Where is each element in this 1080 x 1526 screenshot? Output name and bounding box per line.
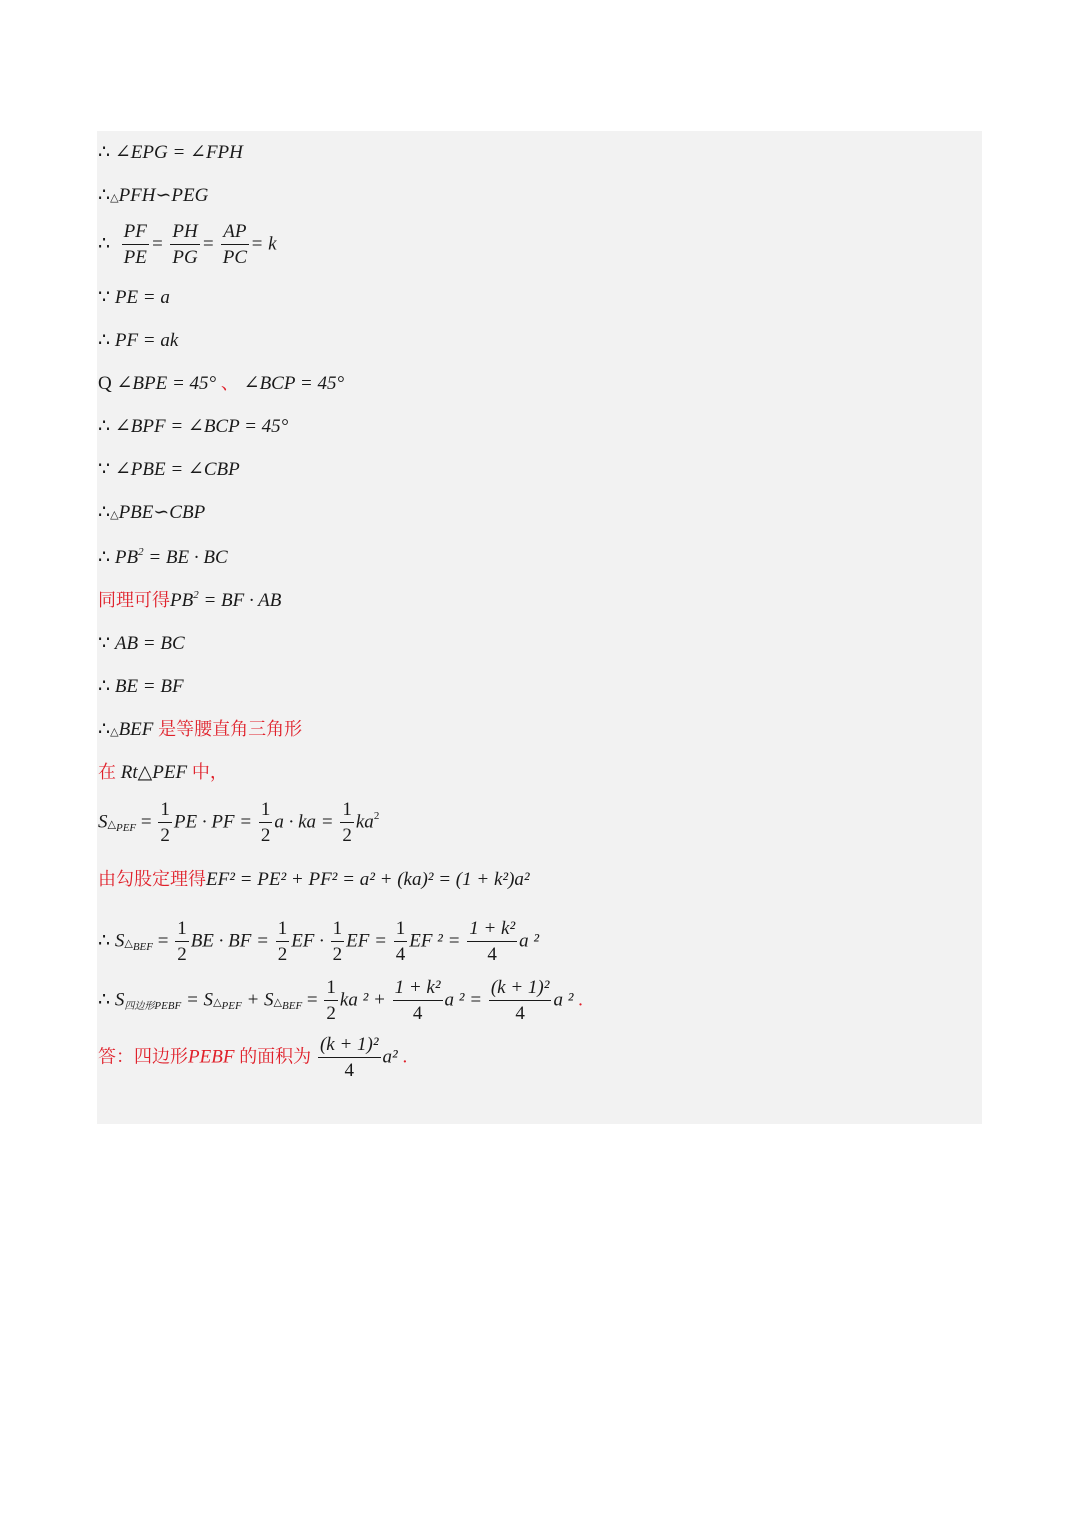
- proof-line-13: ∴ BE = BF: [98, 676, 184, 697]
- proof-line-1: ∴ ∠EPG = ∠FPH: [98, 142, 243, 163]
- proof-line-4: ∵ PE = a: [98, 287, 170, 308]
- fraction-pf-pe: $\frac{PF}{PE}$: [123, 221, 147, 268]
- proof-line-18: ∴ $S\triangle_{BEF}$ = $\frac{1}{2}$ BE · BF = $\frac{1}{2}$ EF · $\frac{1}{2}$ EF = $\frac{1}{4}$ EF ² = $\frac{\text{1 + k²}}{4}$ a ²: [98, 918, 540, 965]
- fraction-quarter: $\frac{1}{4}$: [395, 918, 406, 965]
- proof-line-16: $S\triangle_{PEF}$ = $\frac{1}{2}$ PE · PF = $\frac{1}{2}$ a · ka = $\frac{1}{2}$ $ka^2$: [98, 799, 380, 846]
- fraction-one-plus-k2-over-4: $\frac{\text{1 + k²}}{4}$: [469, 918, 516, 965]
- proof-line-8: ∵ ∠PBE = ∠CBP: [98, 459, 240, 480]
- proof-line-17: 由勾股定理得EF² = PE² + PF² = a² + (ka)² = (1 + k²)a²: [98, 869, 530, 890]
- proof-line-11: 同理可得$PB^2$ = BF · AB: [98, 589, 282, 611]
- proof-line-5: ∴ PF = ak: [98, 330, 179, 351]
- proof-line-10: ∴ $PB^2$ = BE · BC: [98, 546, 228, 568]
- fraction-half: $\frac{1}{2}$: [342, 799, 352, 846]
- proof-line-2: ∴△PFH∽PEG: [98, 185, 209, 206]
- proof-line-15: 在 Rt△PEF 中，: [98, 762, 228, 783]
- proof-line-7: ∴ ∠BPF = ∠BCP = 45°: [98, 416, 289, 437]
- fraction-half: $\frac{1}{2}$: [260, 799, 271, 846]
- fraction-ap-pc: $\frac{AP}{PC}$: [222, 221, 248, 268]
- proof-line-9: ∴△PBE∽CBP: [98, 502, 206, 523]
- proof-line-12: ∵ AB = BC: [98, 633, 185, 654]
- proof-line-19: ∴ $S_{四边形PEBF}$ = $S\triangle_{PEF}$ + $S\triangle_{BEF}$ = $\frac{1}{2}$ ka ² + $\frac{\text{1 + k²}}{4}$ a ² = $\frac{\text{(k + 1)²}}{4}$ a ² .: [98, 977, 583, 1024]
- answer-line: 答：四边形PEBF 的面积为 $\frac{\text{(k + 1)²}}{4}$ a² .: [98, 1034, 408, 1081]
- fraction-ph-pg: $\frac{PH}{PG}$: [172, 221, 198, 268]
- proof-line-6: Q ∠BPE = 45° 、 ∠BCP = 45°: [98, 373, 345, 394]
- fraction-k-plus-1-squared-over-4: $\frac{\text{(k + 1)²}}{4}$: [490, 977, 550, 1024]
- fraction-half: $\frac{1}{2}$: [277, 918, 288, 965]
- fraction-half: $\frac{1}{2}$: [326, 977, 336, 1024]
- fraction-half: $\frac{1}{2}$: [177, 918, 187, 965]
- proof-line-14: ∴△BEF 是等腰直角三角形: [98, 719, 303, 740]
- solution-panel: [97, 131, 982, 1124]
- fraction-half: $\frac{1}{2}$: [332, 918, 343, 965]
- fraction-k-plus-1-squared-over-4: $\frac{\text{(k + 1)²}}{4}$: [319, 1034, 379, 1081]
- fraction-half: $\frac{1}{2}$: [160, 799, 170, 846]
- proof-line-3: ∴ $\frac{PF}{PE}$ = $\frac{PH}{PG}$ = $\frac{AP}{PC}$ = k: [98, 221, 277, 268]
- fraction-one-plus-k2-over-4: $\frac{\text{1 + k²}}{4}$: [394, 977, 441, 1024]
